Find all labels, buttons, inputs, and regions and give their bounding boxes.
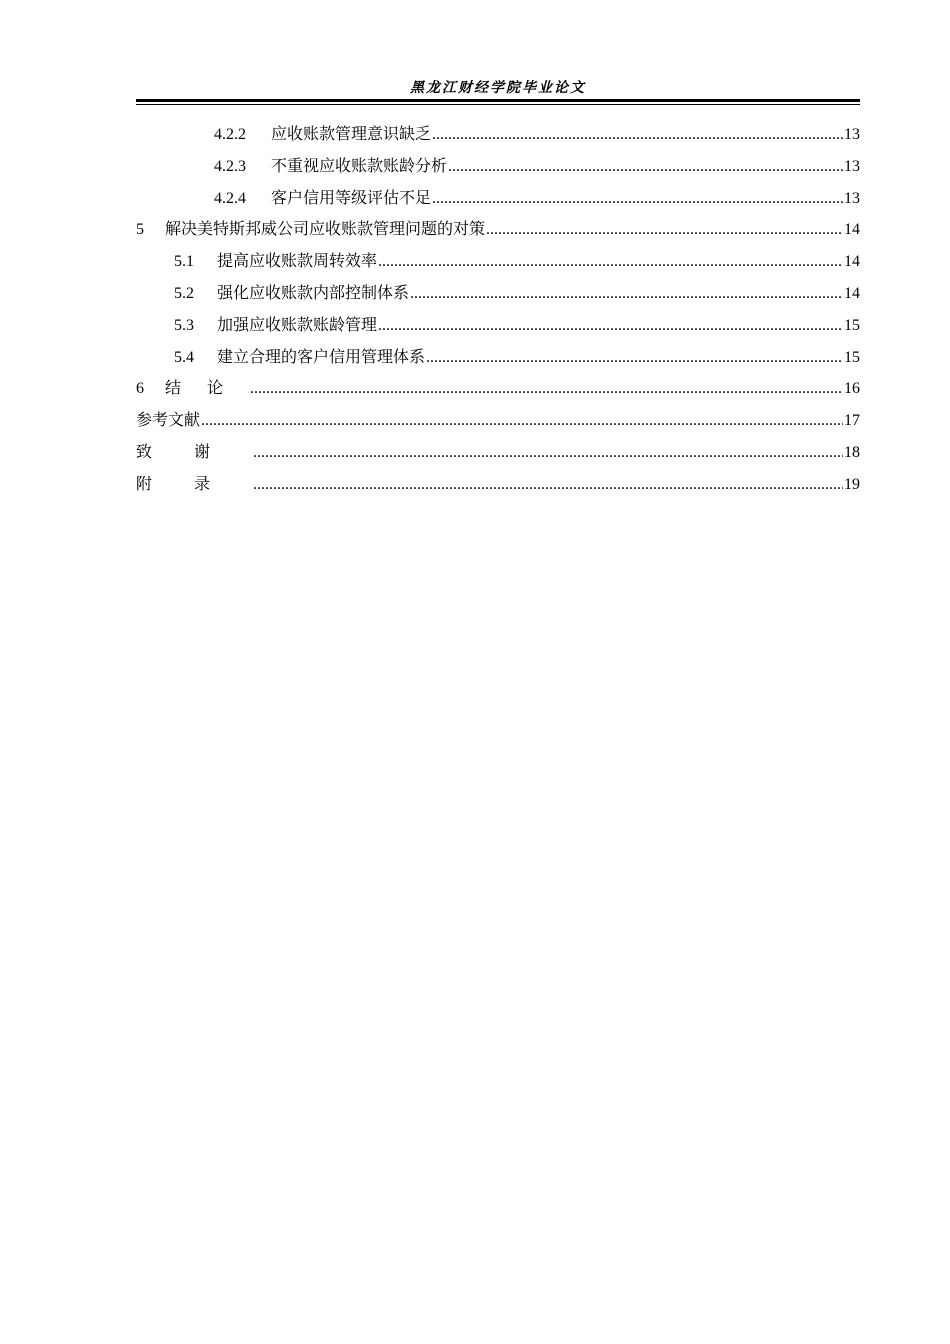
toc-entry-page: 17 [844,412,860,430]
toc-entry-title: 应收账款管理意识缺乏 [271,124,432,143]
toc-entry-number: 5.1 [174,253,194,271]
toc-entry-number: 4.2.4 [214,189,246,207]
toc-entry-title: 不重视应收账款账龄分析 [271,155,448,175]
toc-entry-title: 建立合理的客户信用管理体系 [217,346,426,366]
toc-entry-page: 14 [844,253,860,271]
toc-entry-page: 13 [844,126,860,143]
toc-entry[interactable] [136,468,860,500]
toc-entry-page: 15 [844,348,860,366]
toc-entry-number: 5.2 [174,284,194,302]
toc-entry-page: 16 [844,380,860,398]
toc-entry-title: 结论 [165,378,250,398]
toc-entry-number: 4.2.2 [214,126,246,143]
toc-leader-dots [432,183,843,215]
toc-leader-dots [410,278,843,310]
header-rule-thick [136,99,860,102]
page-header [136,78,860,105]
toc-entry-title: 加强应收账款账龄管理 [217,314,378,334]
toc-entry[interactable] [136,404,860,436]
toc-entry-page: 15 [844,316,860,334]
toc-entry-page: 14 [844,284,860,302]
toc-entry-number: 5.3 [174,316,194,334]
toc-entry[interactable] [136,118,860,150]
toc-leader-dots [426,342,843,374]
toc-leader-dots [253,437,843,469]
toc-entry-page: 19 [844,475,860,493]
toc-entry[interactable] [136,372,860,404]
toc-entry-title: 客户信用等级评估不足 [271,187,432,207]
header-title: 黑龙江财经学院毕业论文 [410,80,586,96]
toc-entry-number: 4.2.3 [214,157,246,175]
toc-entry[interactable] [136,245,860,277]
toc-leader-dots [378,246,843,278]
toc-leader-dots [250,373,843,405]
toc-entry-title: 参考文献 [136,410,201,430]
toc-entry-title: 强化应收账款内部控制体系 [217,282,410,302]
toc-entry-number: 5 [136,221,144,239]
toc-entry[interactable] [136,436,860,468]
toc-entry[interactable] [136,150,860,182]
toc-leader-dots [448,151,843,183]
header-rule-thin [136,104,860,105]
toc-leader-dots [432,119,843,151]
toc-entry-title: 提高应收账款周转效率 [217,251,378,271]
toc-entry-number: 5.4 [174,348,194,366]
toc-entry-page: 13 [844,157,860,175]
toc-leader-dots [378,310,843,342]
toc-entry-page: 18 [844,443,860,461]
toc-entry[interactable] [136,182,860,214]
toc-leader-dots [486,214,843,246]
toc-leader-dots [253,469,843,501]
toc-entry-number: 6 [136,380,144,398]
toc-entry[interactable] [136,213,860,245]
table-of-contents [136,118,860,500]
toc-entry-title: 致谢 [136,441,253,461]
toc-entry-page: 13 [844,189,860,207]
toc-entry-title: 附录 [136,473,253,493]
toc-entry-title: 解决美特斯邦威公司应收账款管理问题的对策 [165,219,486,239]
toc-entry[interactable] [136,277,860,309]
toc-leader-dots [201,405,843,437]
toc-entry-page: 14 [844,221,860,239]
toc-entry[interactable] [136,341,860,373]
toc-entry[interactable] [136,309,860,341]
